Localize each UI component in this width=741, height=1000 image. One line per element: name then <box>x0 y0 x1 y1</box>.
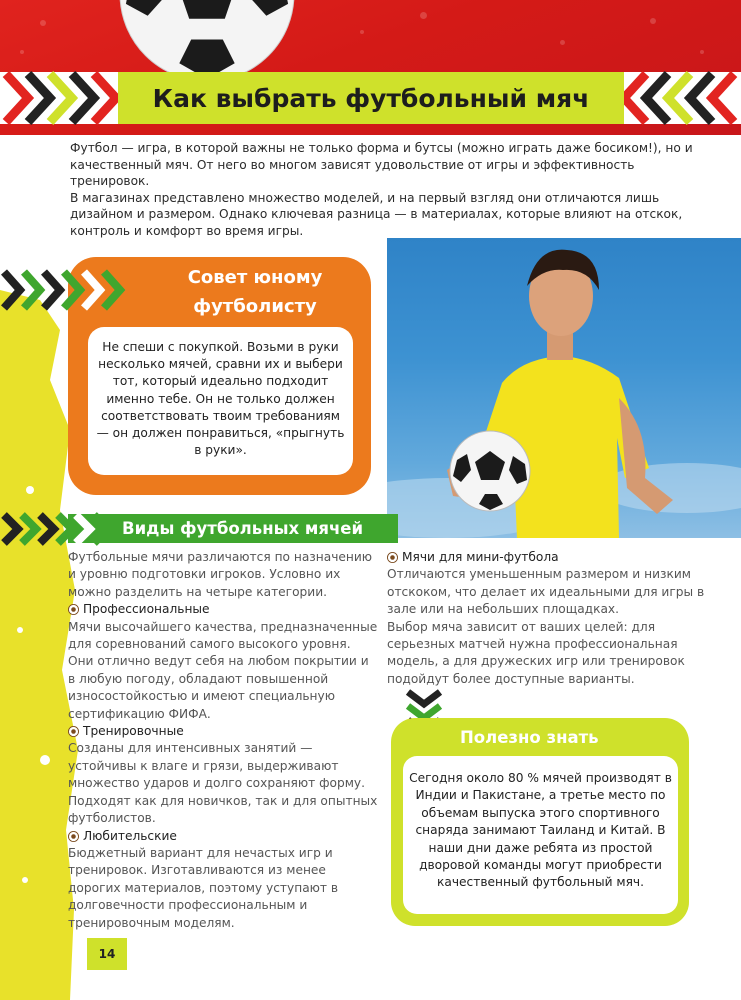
ball-bullet-icon <box>68 604 79 615</box>
category-text: Созданы для интенсивных занятий — устойчивы к влаге и грязи, выдерживают множество ударов и долго сохраняют форму. Подходят как для новичков, так и для опытных футболистов. <box>68 741 378 826</box>
ball-bullet-icon <box>68 831 79 842</box>
boy-with-ball-photo <box>387 238 741 538</box>
intro-paragraph-1: Футбол — игра, в которой важны не только форма и бутсы (можно играть даже босиком!), но и качественный мяч. От него во многом зависят удовольствие от игры и эффективность тренировок. <box>70 141 693 189</box>
tip-title: Совет юному футболисту <box>187 267 323 317</box>
category-heading-text: Любительские <box>83 828 177 843</box>
left-column <box>68 549 378 932</box>
chevron-arrows-icon <box>0 268 148 312</box>
tip-text: Не спеши с покупкой. Возьми в руки несколько мячей, сравни их и выбери тот, который идеально подходит именно тебе. Он не только должен соответствовать твоим требованиям — он должен понравиться, «прыгнуть в руки». <box>96 340 345 458</box>
page-number: 14 <box>98 947 116 961</box>
category-heading-text: Мячи для мини-футбола <box>402 550 559 564</box>
intro-paragraph-2: В магазинах представлено множество моделей, и на первый взгляд они отличаются лишь дизайном и размером. Однако ключевая разница — в материалах, которые влияют на отскок, контроль и комфорт во время игры. <box>70 190 683 238</box>
right-outro: Выбор мяча зависит от ваших целей: для серьезных матчей нужна профессиональная модель, а для дружеских игр или тренировок подойдут более доступные варианты. <box>387 619 685 686</box>
category-heading <box>387 549 707 566</box>
category-heading <box>68 723 378 740</box>
page-title: Как выбрать футбольный мяч <box>152 83 590 113</box>
left-intro: Футбольные мячи различаются по назначению и уровню подготовки игроков. Условно их можно разделить на четыре категории. <box>68 550 373 599</box>
category-text: Бюджетный вариант для нечастых игр и тренировок. Изготавливаются из менее дорогих материалов, поэтому уступают в долговечности профессиональным и тренировочным моделям. <box>68 845 339 930</box>
intro-text <box>70 140 710 240</box>
category-heading <box>68 828 378 845</box>
category-text: Мячи высочайшего качества, предназначенные для соревнований самого высокого уровня. Они отлично ведут себя на любом покрытии и в любую погоду, обладают повышенной износостойкостью и имеют специальную сертификацию ФИФА. <box>68 619 378 721</box>
category-heading-text: Профессиональные <box>83 602 210 617</box>
section-title: Виды футбольных мячей <box>122 519 364 538</box>
section-chevrons-icon <box>0 511 130 547</box>
useful-text: Сегодня около 80 % мячей производят в Индии и Пакистане, а третье место по объемам выпуска этого спортивного снаряда занимают Таиланд и Китай. В наши дни даже ребята из простой дворовой команды могут приобрести качественный футбольный мяч. <box>409 771 672 890</box>
ball-bullet-icon <box>387 552 398 563</box>
category-heading <box>68 601 378 618</box>
ball-bullet-icon <box>68 726 79 737</box>
category-heading-text: Тренировочные <box>83 724 184 739</box>
category-text: Отличаются уменьшенным размером и низким отскоком, что делает их идеальными для игры в зале или на небольших площадках. <box>387 567 705 617</box>
useful-title: Полезно знать <box>460 728 599 747</box>
right-column <box>387 549 707 688</box>
